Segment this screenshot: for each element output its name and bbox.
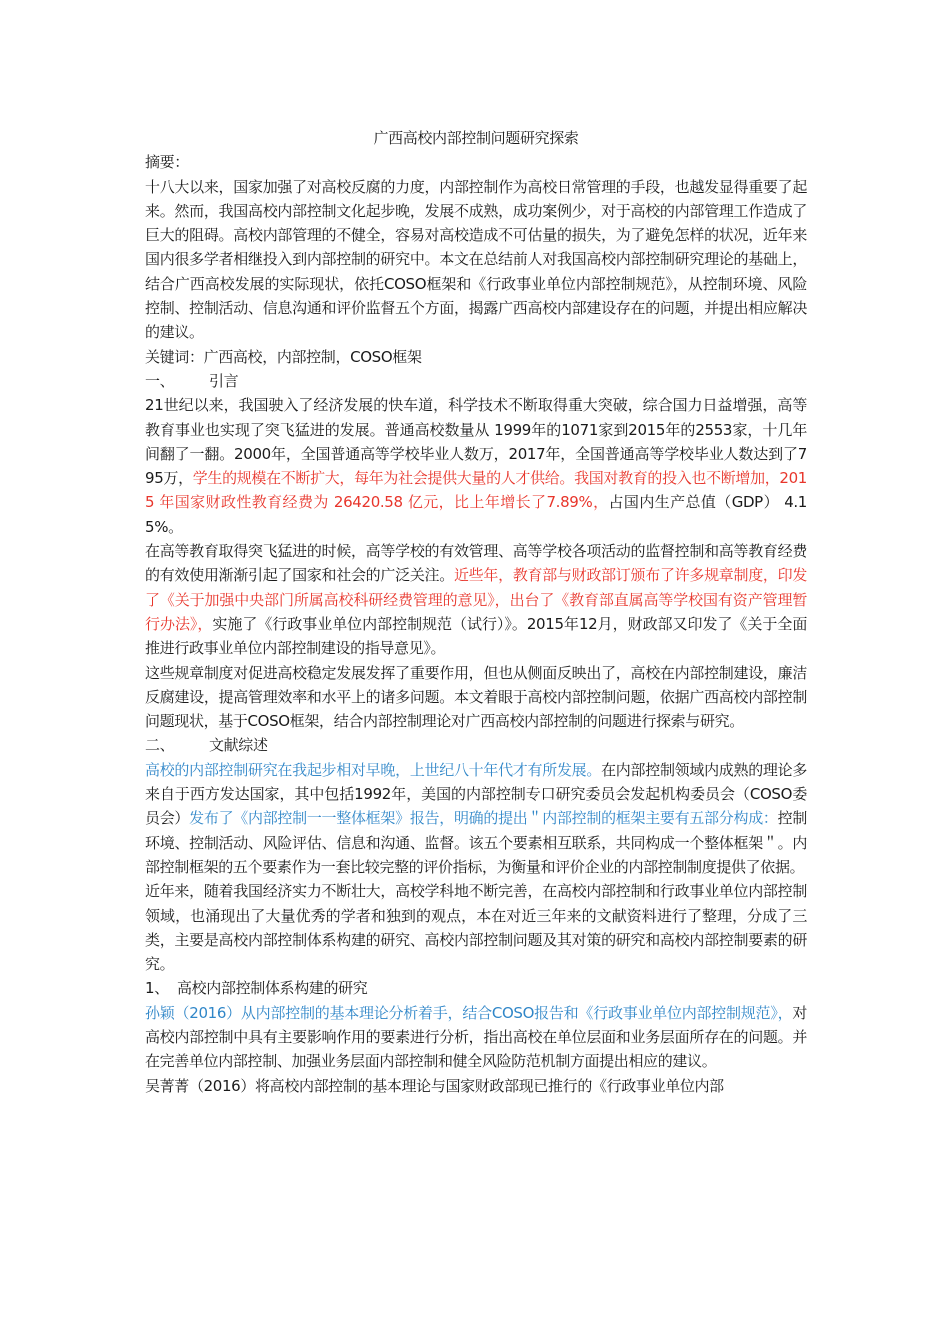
- section-title: 文献综述: [209, 736, 268, 755]
- section-heading-introduction: [145, 369, 807, 393]
- highlighted-text-red: 近些年，教育部与财政部订颁布了许多规章制度，印发了《关于加强中央部门所属高校科研经费管理的意见》，出台了《教育部直属高等学校国有资产管理暂行办法》，: [145, 566, 808, 633]
- keywords: 关键词：广西高校，内部控制，COSO框架: [145, 347, 422, 366]
- subsection-number: 1、: [145, 979, 169, 998]
- text-run: 在高等教育取得突飞猛进的时候，高等学校的有效管理、高等学校各项活动的监督控制和高等教育经费的有效使用渐渐引起了国家和社会的广泛关注。: [145, 542, 807, 585]
- subsection-heading: [145, 976, 807, 1000]
- abstract-paragraph: 十八大以来，国家加强了对高校反腐的力度，内部控制作为高校日常管理的手段，也越发显得重要了起来。然而，我国高校内部控制文化起步晚，发展不成熟，成功案例少，对于高校的内部管理工作造成了巨大的阻碍。高校内部管理的不健全，容易对高校造成不可估量的损失，为了避免怎样的状况，近年来国内很多学者相继投入到内部控制的研究中。本文在总结前人对我国高校内部控制研究理论的基础上，结合广西高校发展的实际现状，依托COSO框架和《行政事业单位内部控制规范》，从控制环境、风险控制、控制活动、信息沟通和评价监督五个方面，揭露广西高校内部建设存在的问题，并提出相应解决的建议。: [145, 177, 807, 342]
- intro-paragraph-2: [145, 539, 807, 660]
- review-paragraph-2: 近年来，随着我国经济实力不断壮大，高校学科地不断完善，在高校内部控制和行政事业单位内部控制领域，也涌现出了大量优秀的学者和独到的观点，本在对近三年来的文献资料进行了整理，分成了三类，主要是高校内部控制体系构建的研究、高校内部控制问题及其对策的研究和高校内部控制要素的研究。: [145, 882, 807, 974]
- section-number: 一、: [145, 371, 175, 390]
- intro-paragraph-1: [145, 393, 807, 539]
- highlighted-text-blue: 孙颖（2016）从内部控制的基本理论分析着手，结合COSO报告和《行政事业单位内部控制规范》，: [145, 1003, 793, 1022]
- abstract-label: 摘要：: [145, 153, 189, 172]
- text-run: 对高校内部控制中具有主要影响作用的要素进行分析，指出高校在单位层面和业务层面所存在的问题。并在完善单位内部控制、加强业务层面内部控制和健全风险防范机制方面提出相应的建议。: [145, 1003, 807, 1071]
- section-title: 引言: [209, 371, 239, 390]
- text-run: 实施了《行政事业单位内部控制规范（试行）》。2015年12月，财政部又印发了《关于全面推进行政事业单位内部控制建设的指导意见》。: [145, 614, 807, 658]
- highlighted-text-blue: 高校的内部控制研究在我起步相对早晚，上世纪八十年代才有所发展。: [145, 760, 602, 779]
- highlighted-text-red: 学生的规模在不断扩大，每年为社会提供大量的人才供给。我国对教育的投入也不断增加，2015 年国家财政性教育经费为 26420.58 亿元，比上年增长了7.89%，: [145, 469, 808, 512]
- section-heading-literature-review: [145, 733, 807, 757]
- system-paragraph-1: [145, 1001, 807, 1074]
- subsection-title: 高校内部控制体系构建的研究: [177, 979, 368, 998]
- system-paragraph-2: 吴菁菁（2016）将高校内部控制的基本理论与国家财政部现已推行的《行政事业单位内部: [145, 1076, 724, 1095]
- highlighted-text-blue: 发布了《内部控制一一整体框架》报告，明确的提出＂内部控制的框架主要有五部分构成：: [189, 809, 778, 828]
- section-number: 二、: [145, 736, 175, 755]
- text-run: 占国内生产总值（GDP） 4.15%。: [145, 493, 807, 536]
- document-body: [145, 126, 807, 1098]
- review-paragraph-1: [145, 758, 807, 879]
- document-title: 广西高校内部控制问题研究探索: [373, 129, 579, 147]
- text-run: 21世纪以来，我国驶入了经济发展的快车道，科学技术不断取得重大突破，综合国力日益增强，高等教育事业也实现了突飞猛进的发展。普通高校数量从 1999年的1071家到2015年的2553家，十几年间翻了一翻。2000年，全国普通高等学校毕业人数万，2017年，全国普通高等学校毕业人数达到了795万，: [145, 396, 807, 488]
- text-run: 控制环境、控制活动、风险评估、信息和沟通、监督。该五个要素相互联系，共同构成一个整体框架＂。内部控制框架的五个要素作为一套比较完整的评价指标，为衡量和评价企业的内部控制制度提供了依据。: [145, 809, 807, 876]
- intro-paragraph-3: 这些规章制度对促进高校稳定发展发挥了重要作用，但也从侧面反映出了，高校在内部控制建设，廉洁反腐建设，提高管理效率和水平上的诸多问题。本文着眼于高校内部控制问题，依据广西高校内部控制问题现状，基于COSO框架，结合内部控制理论对广西高校内部控制的问题进行探索与研究。: [145, 663, 807, 731]
- text-run: 在内部控制领域内成熟的理论多来自于西方发达国家，其中包括1992年，美国的内部控制专口研究委员会发起机构委员会（COSO委员会）: [145, 760, 808, 828]
